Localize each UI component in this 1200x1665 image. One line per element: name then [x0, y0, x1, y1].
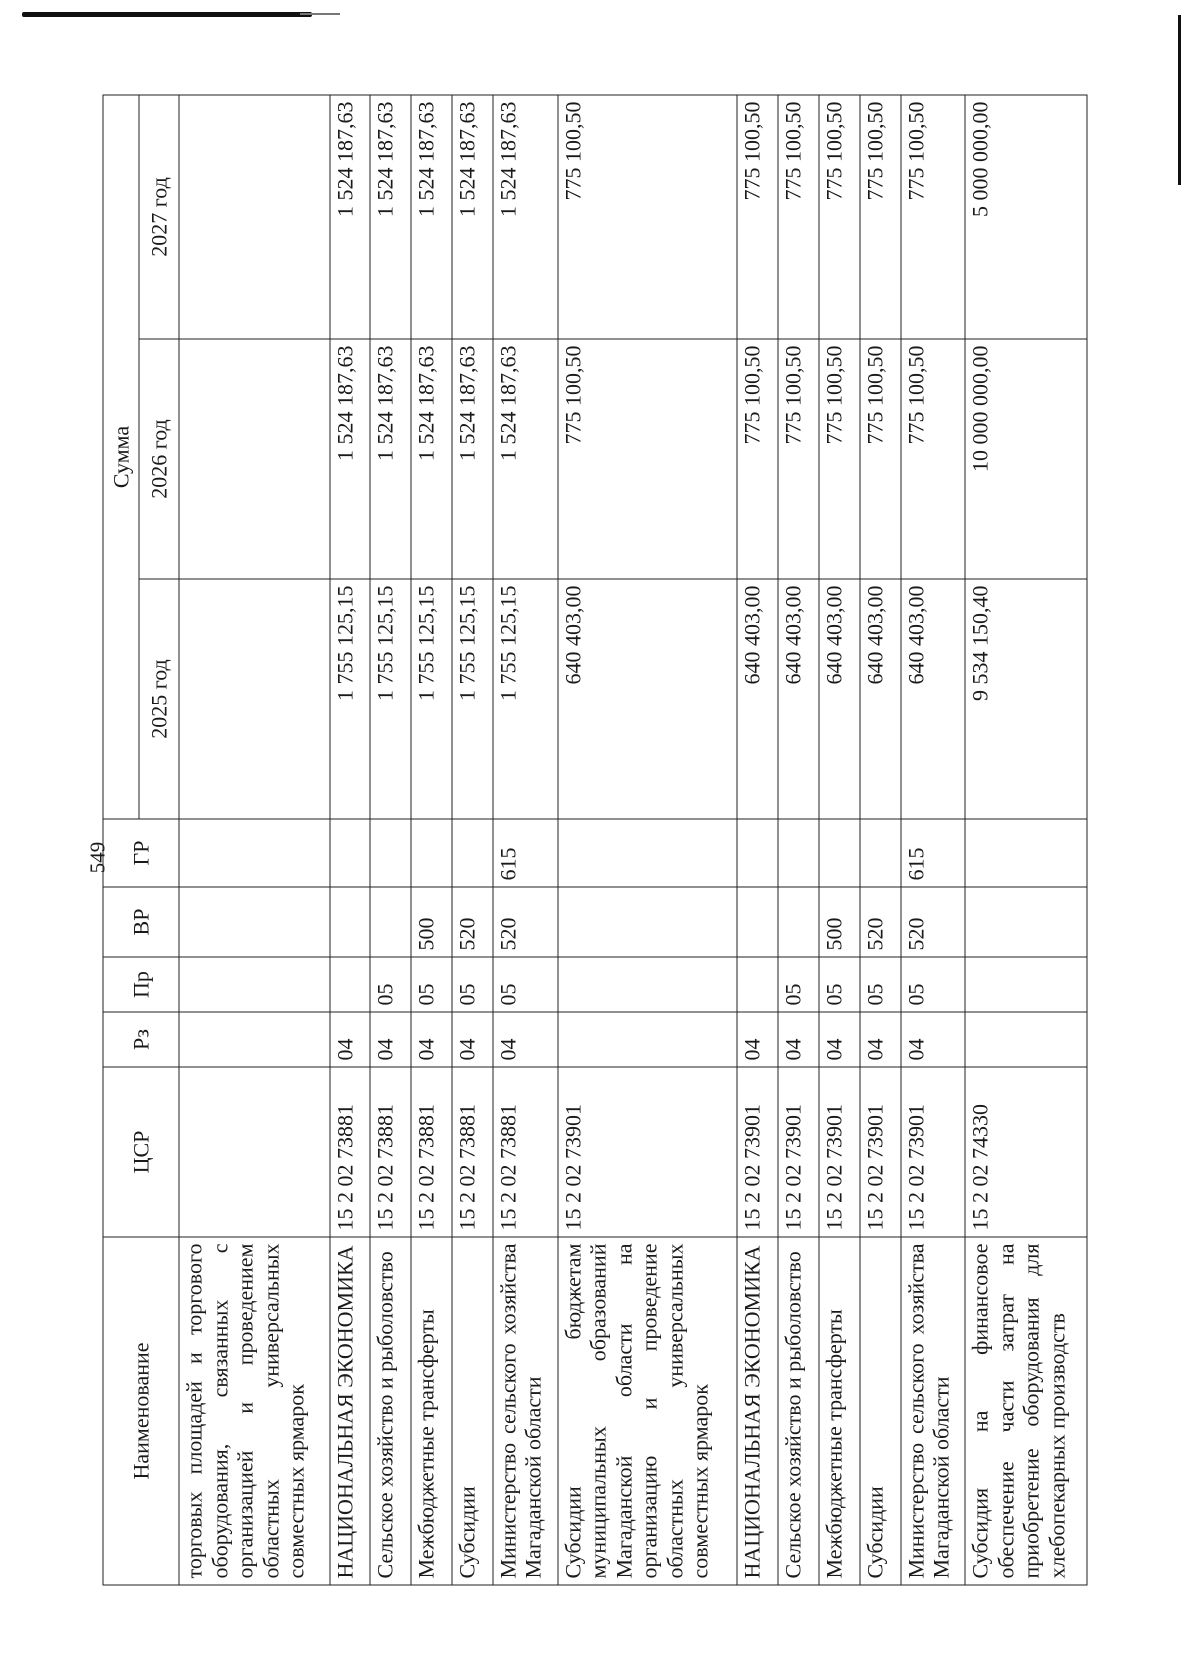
page-number: 549: [85, 841, 110, 874]
cell-csr: 15 2 02 74330: [965, 1067, 1087, 1237]
cell-name: Субсидии: [452, 1237, 493, 1585]
header-csr: ЦСР: [103, 1067, 179, 1237]
cell-sum-2026: [179, 339, 330, 579]
cell-gr: [370, 819, 411, 887]
table-row: [452, 95, 493, 1585]
table-row: [901, 95, 966, 1585]
cell-pr: [737, 957, 778, 1012]
header-vr: ВР: [103, 887, 179, 957]
cell-sum-2026: 1 524 187,63: [370, 339, 411, 579]
cell-vr: 500: [819, 887, 860, 957]
table-row: [370, 95, 411, 1585]
cell-csr: 15 2 02 73901: [737, 1067, 778, 1237]
cell-gr: [179, 819, 330, 887]
cell-sum-2026: 775 100,50: [737, 339, 778, 579]
cell-name: НАЦИОНАЛЬНАЯ ЭКОНОМИКА: [330, 1237, 371, 1585]
cell-rz: 04: [901, 1012, 966, 1067]
cell-name: Сельское хозяйство и рыболовство: [370, 1237, 411, 1585]
cell-pr: 05: [819, 957, 860, 1012]
cell-sum-2025: 640 403,00: [737, 579, 778, 819]
table-row: [411, 95, 452, 1585]
cell-pr: 05: [411, 957, 452, 1012]
cell-name: Субсидии бюджетам муниципальных образований Магаданской области на организацию и проведение областных универсальных совместных ярмарок: [558, 1237, 737, 1585]
cell-vr: [778, 887, 819, 957]
cell-gr: 615: [493, 819, 558, 887]
scan-mark: [300, 13, 340, 15]
cell-vr: [737, 887, 778, 957]
cell-vr: [370, 887, 411, 957]
cell-rz: 04: [411, 1012, 452, 1067]
cell-sum-2025: 640 403,00: [778, 579, 819, 819]
cell-rz: [558, 1012, 737, 1067]
cell-rz: 04: [819, 1012, 860, 1067]
cell-name: Субсидия на финансовое обеспечение части затрат на приобретение оборудования для хлебопекарных производств: [965, 1237, 1087, 1585]
cell-sum-2025: 1 755 125,15: [411, 579, 452, 819]
cell-pr: 05: [452, 957, 493, 1012]
cell-vr: [965, 887, 1087, 957]
header-year-2025: 2025 год: [139, 579, 179, 819]
cell-vr: 520: [493, 887, 558, 957]
table-row: [965, 95, 1087, 1585]
cell-pr: [965, 957, 1087, 1012]
cell-rz: 04: [370, 1012, 411, 1067]
cell-gr: [737, 819, 778, 887]
header-name: Наименование: [103, 1237, 179, 1585]
cell-pr: 05: [901, 957, 966, 1012]
cell-name: Межбюджетные трансферты: [411, 1237, 452, 1585]
cell-sum-2027: 1 524 187,63: [411, 95, 452, 339]
cell-pr: 05: [778, 957, 819, 1012]
cell-name: Сельское хозяйство и рыболовство: [778, 1237, 819, 1585]
cell-pr: [330, 957, 371, 1012]
cell-sum-2027: 775 100,50: [901, 95, 966, 339]
cell-vr: 520: [860, 887, 901, 957]
cell-csr: 15 2 02 73901: [860, 1067, 901, 1237]
cell-name: Субсидии: [860, 1237, 901, 1585]
cell-name: торговых площадей и торгового оборудования, связанных с организацией и проведением областных универсальных совместных ярмарок: [179, 1237, 330, 1585]
cell-gr: [411, 819, 452, 887]
table-row: [330, 95, 371, 1585]
cell-gr: 615: [901, 819, 966, 887]
cell-csr: 15 2 02 73881: [411, 1067, 452, 1237]
cell-vr: [330, 887, 371, 957]
cell-csr: 15 2 02 73881: [493, 1067, 558, 1237]
cell-gr: [452, 819, 493, 887]
cell-sum-2027: 775 100,50: [819, 95, 860, 339]
table-row: [558, 95, 737, 1585]
cell-sum-2027: 775 100,50: [778, 95, 819, 339]
cell-name: Министерство сельского хозяйства Магаданской области: [901, 1237, 966, 1585]
cell-csr: [179, 1067, 330, 1237]
cell-sum-2027: 1 524 187,63: [370, 95, 411, 339]
cell-rz: [965, 1012, 1087, 1067]
table-row: [860, 95, 901, 1585]
cell-sum-2026: 775 100,50: [778, 339, 819, 579]
cell-gr: [330, 819, 371, 887]
cell-vr: [558, 887, 737, 957]
header-gr: ГР: [103, 819, 179, 887]
cell-sum-2027: 775 100,50: [737, 95, 778, 339]
cell-csr: 15 2 02 73881: [330, 1067, 371, 1237]
cell-sum-2027: 1 524 187,63: [493, 95, 558, 339]
header-rz: Рз: [103, 1012, 179, 1067]
cell-sum-2025: 640 403,00: [819, 579, 860, 819]
cell-name: Межбюджетные трансферты: [819, 1237, 860, 1585]
scan-mark: [1178, 15, 1181, 185]
cell-sum-2027: 1 524 187,63: [452, 95, 493, 339]
cell-csr: 15 2 02 73901: [558, 1067, 737, 1237]
cell-gr: [860, 819, 901, 887]
cell-sum-2025: 640 403,00: [901, 579, 966, 819]
header-pr: Пр: [103, 957, 179, 1012]
cell-sum-2025: 1 755 125,15: [330, 579, 371, 819]
cell-gr: [819, 819, 860, 887]
cell-gr: [558, 819, 737, 887]
cell-gr: [778, 819, 819, 887]
cell-name: Министерство сельского хозяйства Магаданской области: [493, 1237, 558, 1585]
cell-sum-2027: 775 100,50: [860, 95, 901, 339]
cell-sum-2026: 775 100,50: [819, 339, 860, 579]
cell-csr: 15 2 02 73881: [370, 1067, 411, 1237]
cell-rz: 04: [493, 1012, 558, 1067]
table-row: [778, 95, 819, 1585]
cell-sum-2026: 1 524 187,63: [411, 339, 452, 579]
table-row: [179, 95, 330, 1585]
cell-vr: 500: [411, 887, 452, 957]
cell-csr: 15 2 02 73881: [452, 1067, 493, 1237]
cell-rz: 04: [737, 1012, 778, 1067]
cell-sum-2026: 1 524 187,63: [493, 339, 558, 579]
cell-pr: 05: [493, 957, 558, 1012]
cell-sum-2025: 1 755 125,15: [452, 579, 493, 819]
cell-name: НАЦИОНАЛЬНАЯ ЭКОНОМИКА: [737, 1237, 778, 1585]
cell-gr: [965, 819, 1087, 887]
cell-sum-2025: 640 403,00: [558, 579, 737, 819]
cell-sum-2025: 640 403,00: [860, 579, 901, 819]
table-row: [819, 95, 860, 1585]
cell-sum-2026: 775 100,50: [558, 339, 737, 579]
scan-mark: [22, 12, 312, 17]
cell-sum-2025: [179, 579, 330, 819]
cell-vr: [179, 887, 330, 957]
cell-sum-2026: 1 524 187,63: [330, 339, 371, 579]
cell-vr: 520: [901, 887, 966, 957]
cell-sum-2025: 9 534 150,40: [965, 579, 1087, 819]
cell-sum-2026: 775 100,50: [901, 339, 966, 579]
budget-table: [103, 94, 1088, 1585]
header-year-2026: 2026 год: [139, 339, 179, 579]
cell-pr: 05: [860, 957, 901, 1012]
rotated-sheet: [103, 96, 1088, 1586]
cell-pr: [558, 957, 737, 1012]
cell-vr: 520: [452, 887, 493, 957]
cell-csr: 15 2 02 73901: [778, 1067, 819, 1237]
cell-sum-2025: 1 755 125,15: [493, 579, 558, 819]
cell-sum-2025: 1 755 125,15: [370, 579, 411, 819]
cell-sum-2027: [179, 95, 330, 339]
cell-rz: [179, 1012, 330, 1067]
cell-rz: 04: [330, 1012, 371, 1067]
table-row: [493, 95, 558, 1585]
header-sum: Сумма: [103, 95, 139, 819]
cell-rz: 04: [860, 1012, 901, 1067]
cell-sum-2027: 5 000 000,00: [965, 95, 1087, 339]
cell-sum-2026: 775 100,50: [860, 339, 901, 579]
cell-sum-2026: 1 524 187,63: [452, 339, 493, 579]
header-year-2027: 2027 год: [139, 95, 179, 339]
table-row: [737, 95, 778, 1585]
cell-pr: 05: [370, 957, 411, 1012]
cell-pr: [179, 957, 330, 1012]
cell-csr: 15 2 02 73901: [901, 1067, 966, 1237]
cell-rz: 04: [778, 1012, 819, 1067]
budget-table-body: [179, 95, 1087, 1585]
cell-sum-2027: 775 100,50: [558, 95, 737, 339]
cell-csr: 15 2 02 73901: [819, 1067, 860, 1237]
cell-rz: 04: [452, 1012, 493, 1067]
cell-sum-2027: 1 524 187,63: [330, 95, 371, 339]
cell-sum-2026: 10 000 000,00: [965, 339, 1087, 579]
